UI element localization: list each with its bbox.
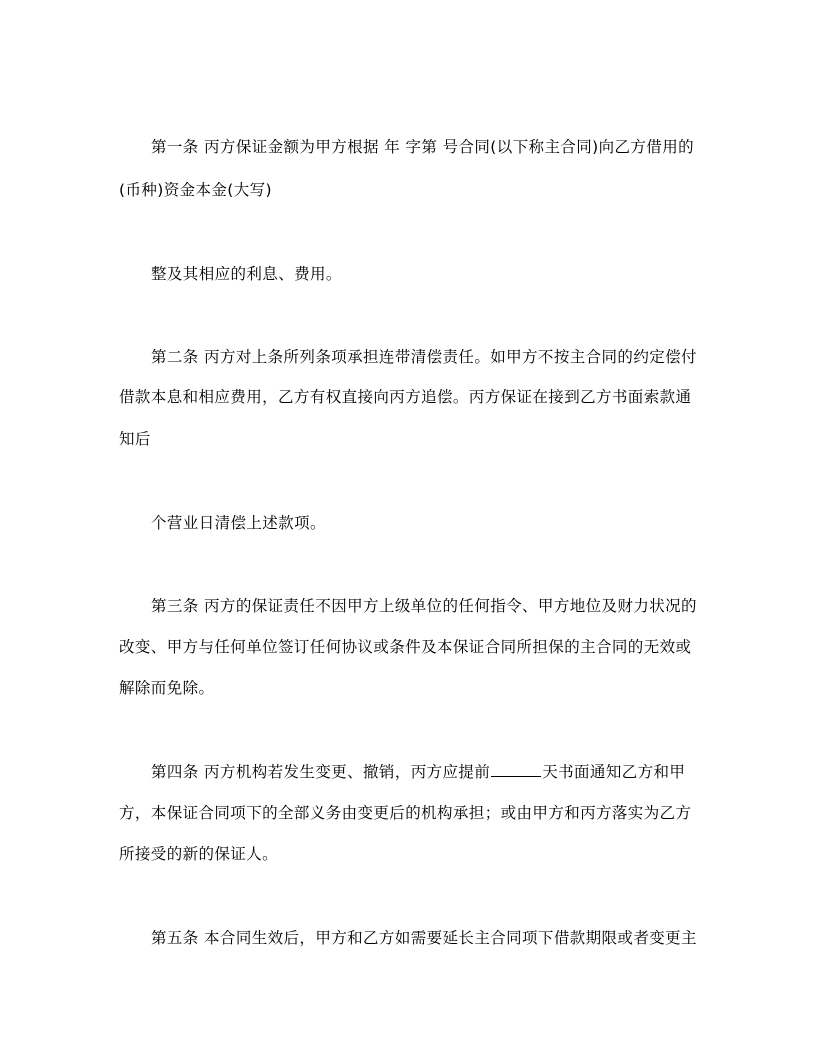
- article-5-line-1: 第五条 本合同生效后，甲方和乙方如需要延长主合同项下借款期限或者变更主: [151, 929, 697, 947]
- article-4-line-2: 方，本保证合同项下的全部义务由变更后的机构承担；或由甲方和丙方落实为乙方: [119, 804, 692, 822]
- article-4-line-1-end: 天书面通知乙方和甲: [542, 763, 686, 781]
- article-3-line-3: 解除而免除。: [119, 679, 215, 697]
- article-1-line-3: 整及其相应的利息、费用。: [151, 265, 342, 283]
- article-3-line-2: 改变、甲方与任何单位签订任何协议或条件及本保证合同所担保的主合同的无效或: [119, 638, 692, 656]
- article-3-line-1: 第三条 丙方的保证责任不因甲方上级单位的任何指令、甲方地位及财力状况的: [151, 597, 697, 615]
- article-1-line-2: (币种)资金本金(大写): [119, 181, 272, 199]
- article-2-line-3: 知后: [119, 430, 151, 448]
- article-2-line-1: 第二条 丙方对上条所列条项承担连带清偿责任。如甲方不按主合同的约定偿付: [151, 348, 697, 366]
- article-2-line-4: 个营业日清偿上述款项。: [151, 514, 326, 532]
- article-1-line-1: 第一条 丙方保证金额为甲方根据 年 字第 号合同(以下称主合同)向乙方借用的: [151, 138, 695, 156]
- article-4-line-1: [151, 761, 685, 783]
- article-2-line-2: 借款本息和相应费用，乙方有权直接向丙方追偿。丙方保证在接到乙方书面索款通: [119, 388, 692, 406]
- fill-in-blank: [491, 762, 541, 777]
- article-4-line-3: 所接受的新的保证人。: [119, 845, 279, 863]
- article-4-line-1-start: 第四条 丙方机构若发生变更、撤销，丙方应提前: [151, 763, 491, 781]
